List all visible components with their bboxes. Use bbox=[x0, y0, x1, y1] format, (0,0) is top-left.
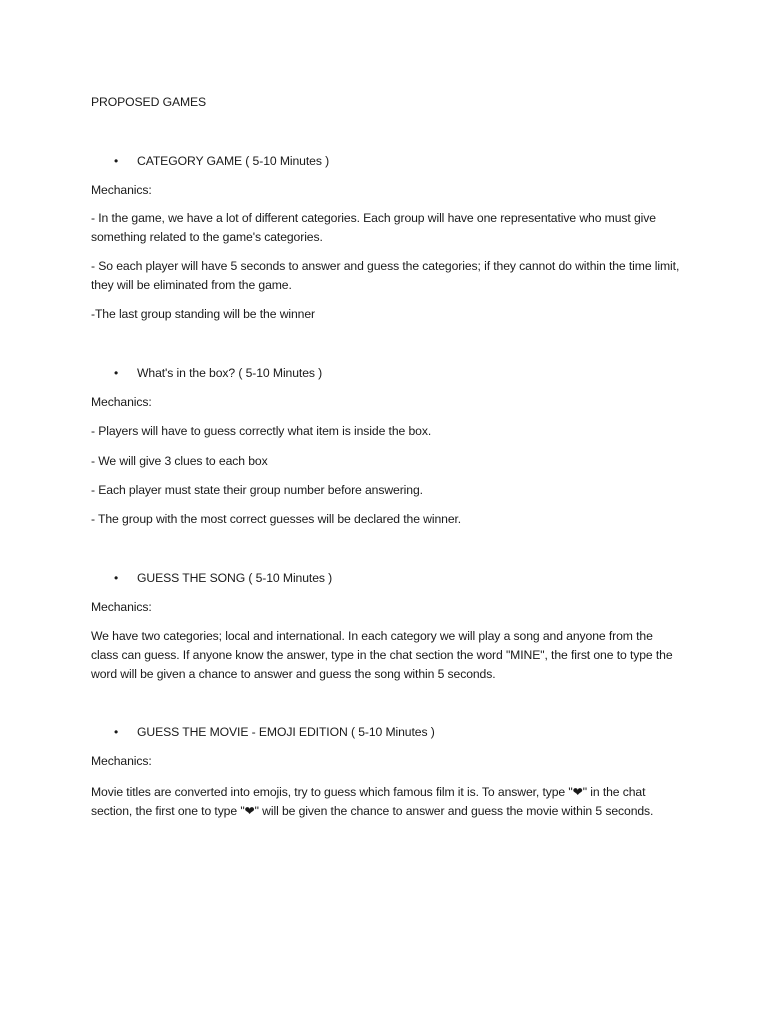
mechanics-line: -The last group standing will be the winner bbox=[91, 307, 316, 321]
mechanics-label: Mechanics: bbox=[91, 600, 152, 614]
mechanics-line: - Players will have to guess correctly what item is inside the box. bbox=[91, 424, 432, 438]
game-heading-guess-the-song: GUESS THE SONG ( 5-10 Minutes ) bbox=[137, 571, 333, 585]
mechanics-label: Mechanics: bbox=[91, 754, 152, 768]
game-heading-guess-the-movie: GUESS THE MOVIE - EMOJI EDITION ( 5-10 Minutes ) bbox=[137, 725, 435, 739]
bullet-icon: • bbox=[114, 725, 119, 739]
mechanics-line: - We will give 3 clues to each box bbox=[91, 454, 268, 468]
mechanics-paragraph: Movie titles are converted into emojis, try to guess which famous film it is. To answer, type "❤" in the chat section, the first one to type "❤" will be given the chance to answer and guess the movie within 5 seconds. bbox=[91, 785, 654, 818]
document-title: PROPOSED GAMES bbox=[91, 95, 207, 109]
game-heading-whats-in-the-box: What's in the box? ( 5-10 Minutes ) bbox=[137, 366, 323, 380]
bullet-icon: • bbox=[114, 366, 119, 380]
mechanics-line: - In the game, we have a lot of different categories. Each group will have one representative who must give something related to the game's categories. bbox=[91, 211, 656, 244]
mechanics-label: Mechanics: bbox=[91, 395, 152, 409]
mechanics-label: Mechanics: bbox=[91, 183, 152, 197]
mechanics-line: - The group with the most correct guesses will be declared the winner. bbox=[91, 512, 462, 526]
game-heading-category: CATEGORY GAME ( 5-10 Minutes ) bbox=[137, 154, 330, 168]
bullet-icon: • bbox=[114, 571, 119, 585]
mechanics-line: - Each player must state their group number before answering. bbox=[91, 483, 423, 497]
mechanics-paragraph: We have two categories; local and international. In each category we will play a song and anyone from the class can guess. If anyone know the answer, type in the chat section the word "MINE", the first one to type the word will be given a chance to answer and guess the song within 5 seconds. bbox=[91, 629, 673, 681]
bullet-icon: • bbox=[114, 154, 119, 168]
mechanics-line: - So each player will have 5 seconds to answer and guess the categories; if they cannot do within the time limit, they will be eliminated from the game. bbox=[91, 259, 680, 292]
